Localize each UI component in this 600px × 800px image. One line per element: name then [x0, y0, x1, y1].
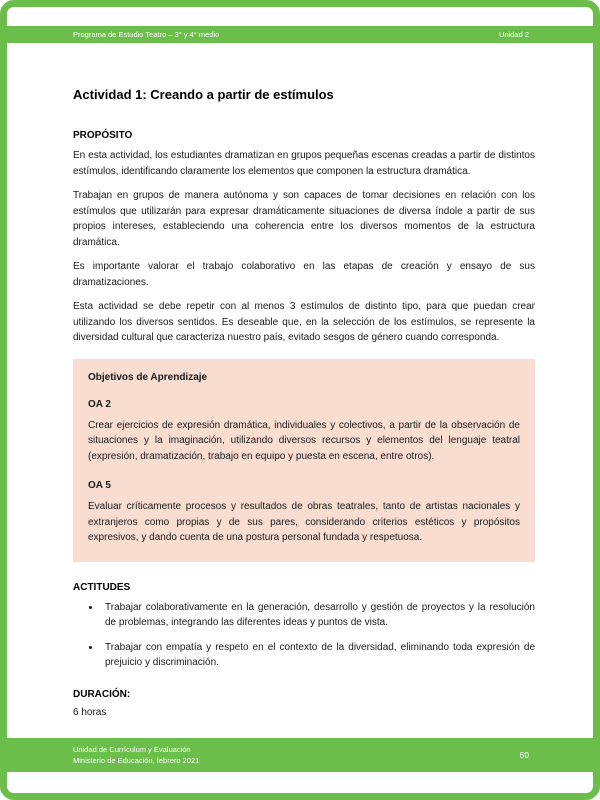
- oa2-code: OA 2: [88, 398, 111, 410]
- proposito-paragraph: Esta actividad se debe repetir con al menos 3 estímulos de distinto tipo, para que puedan crear utilizando los diversos sentidos. Es deseable que, en la selección de los estímulos, se represente la diversidad cultural que caracteriza nuestro país, evitado sesgos de género cuando corresponda.: [73, 301, 535, 343]
- header-bar: [7, 26, 593, 43]
- proposito-paragraph: Trabajan en grupos de manera autónoma y son capaces de tomar decisiones en relación con los estímulos que utilizarán para expresar dramáticamente situaciones de diversa índole a partir de sus propios intereses, estableciendo una coherencia entre los diversos momentos de la estructura dramática.: [73, 190, 535, 248]
- oa2-text: Crear ejercicios de expresión dramática, individuales y colectivos, a partir de la observación de situaciones y la imaginación, utilizando diversos recursos y elementos del lenguaje teatral (expresión, dramatización, trabajo en equipo y puesta en escena, entre otros).: [88, 419, 520, 462]
- duracion-heading: DURACIÓN:: [73, 688, 131, 700]
- footer-line1: Unidad de Currículum y Evaluación: [73, 744, 191, 754]
- actitudes-bullet: • Trabajar colaborativamente en la generación, desarrollo y gestión de proyectos y la resolución de problemas, integrando las diferentes ideas y puntos de vista.: [101, 600, 535, 631]
- header-unit-label: Unidad 2: [498, 30, 529, 39]
- proposito-heading: PROPÓSITO: [73, 130, 133, 141]
- actitudes-heading: ACTITUDES: [73, 581, 131, 593]
- footer-bar: [7, 738, 593, 772]
- page-title: Actividad 1: Creando a partir de estímulos: [73, 87, 334, 102]
- proposito-paragraph: Es importante valorar el trabajo colaborativo en las etapas de creación y ensayo de sus dramatizaciones.: [73, 261, 535, 288]
- oa5-code: OA 5: [88, 480, 111, 491]
- page-number: 60: [519, 750, 529, 760]
- proposito-paragraph: En esta actividad, los estudiantes dramatizan en grupos pequeñas escenas creadas a partir de distintos estímulos, identificando claramente los elementos que componen la estructura dramática.: [73, 150, 535, 177]
- actitudes-list: [73, 600, 535, 671]
- footer-line2: Ministerio de Educación, febrero 2021: [73, 756, 200, 765]
- duracion-value: 6 horas: [73, 706, 107, 718]
- document-content: [7, 43, 593, 720]
- oa5-text: Evaluar críticamente procesos y resultados de obras teatrales, tanto de artistas nacionales y extranjeros como propias y de sus pares, considerando criterios estéticos y propósitos expresivos, y dando cuenta de una postura personal fundada y respetuosa.: [88, 501, 520, 543]
- objetivos-heading: Objetivos de Aprendizaje: [88, 371, 208, 383]
- footer-credits: [73, 744, 199, 767]
- objetivos-aprendizaje-box: [73, 359, 535, 562]
- header-program-label: Programa de Estudio Teatro – 3° y 4° medio: [73, 30, 220, 39]
- actitudes-bullet: • Trabajar con empatía y respeto en el contexto de la diversidad, eliminando toda expresión de prejuicio y discriminación.: [101, 640, 535, 671]
